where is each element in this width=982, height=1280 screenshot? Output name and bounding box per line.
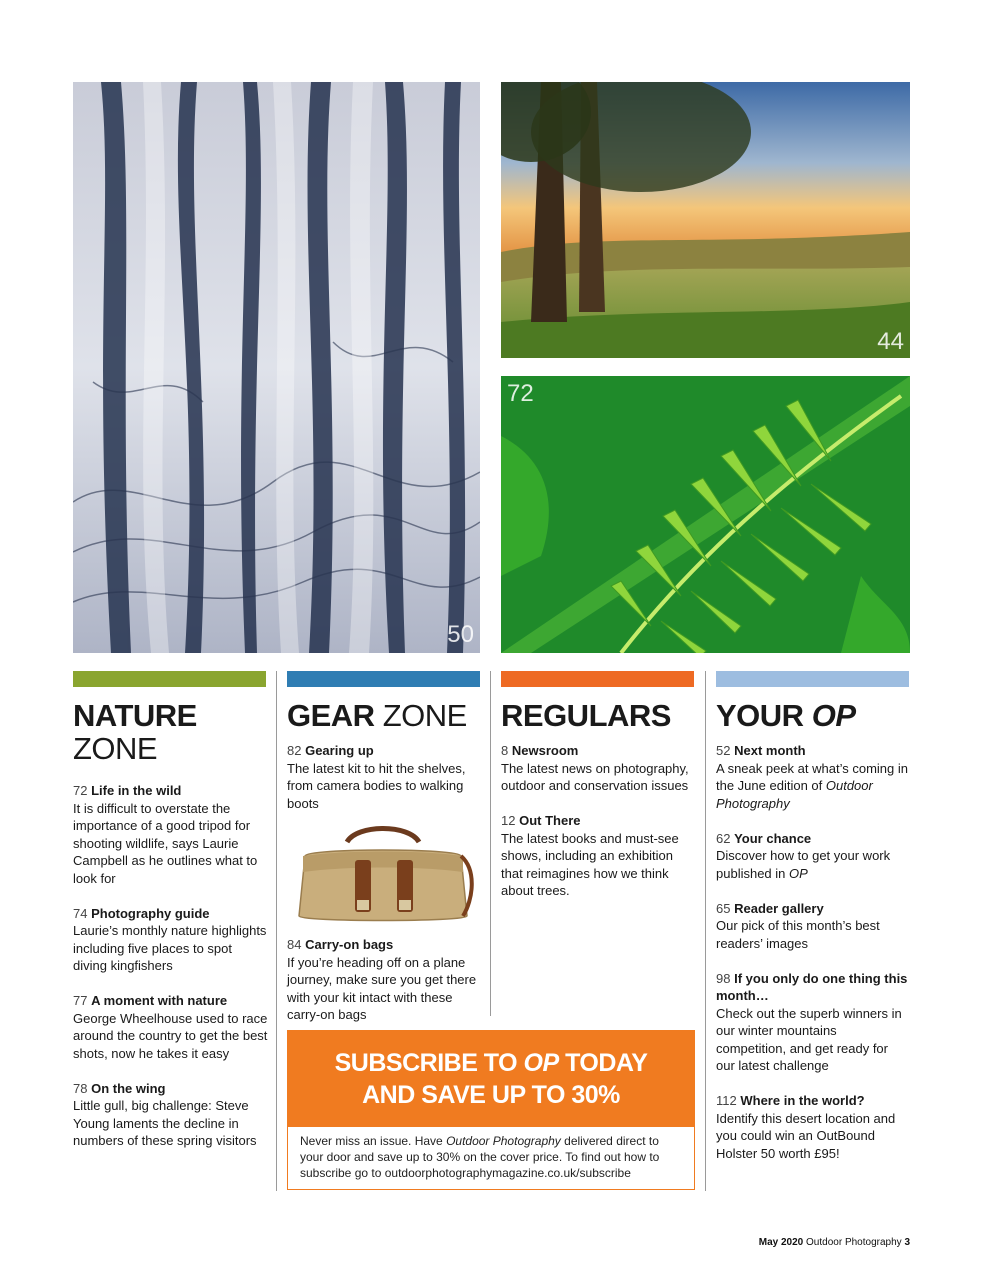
- page-footer: [759, 1237, 910, 1248]
- item-page: 62: [716, 830, 731, 846]
- your-op-color-bar: [716, 671, 909, 687]
- item-page: 84: [287, 937, 302, 952]
- item-page: 65: [716, 900, 731, 916]
- divider-3: [705, 671, 706, 1191]
- item-page: 112: [716, 1093, 737, 1108]
- fern-image: [501, 376, 910, 653]
- item-heading: Photography guide: [91, 905, 210, 921]
- regulars-color-bar: [501, 671, 694, 687]
- item-page: 74: [73, 905, 88, 921]
- fern-page-number: 72: [507, 380, 534, 407]
- regulars-title: [501, 699, 694, 732]
- subscribe-line1-a: SUBSCRIBE TO: [334, 1049, 518, 1077]
- item-heading: Carry-on bags: [305, 937, 394, 952]
- item-page: 72: [73, 783, 88, 798]
- subscribe-body: [288, 1127, 694, 1181]
- your-op-column: [716, 699, 910, 1180]
- your-op-title-bold: YOUR: [716, 698, 804, 733]
- regulars-title-text: REGULARS: [501, 698, 671, 733]
- gear-title-light: ZONE: [382, 698, 467, 733]
- item-page: 82: [287, 743, 302, 758]
- nature-item[interactable]: [73, 905, 268, 975]
- item-page: 77: [73, 993, 88, 1008]
- gear-item[interactable]: [287, 742, 479, 812]
- nature-item[interactable]: [73, 992, 268, 1062]
- item-body: Identify this desert location and you could win an OutBound Holster 50 worth £95!: [716, 1110, 896, 1161]
- item-heading: Reader gallery: [734, 900, 824, 916]
- item-body: The latest kit to hit the shelves, from camera bodies to walking boots: [287, 760, 466, 811]
- camera-bag-image: [287, 820, 479, 928]
- subscribe-headline: [288, 1031, 694, 1127]
- item-body: Laurie’s monthly nature highlights including five places to spot diving kingfishers: [73, 923, 267, 973]
- item-heading: Your chance: [734, 830, 812, 846]
- item-heading: Next month: [734, 743, 806, 758]
- subscribe-line2: AND SAVE UP TO 30%: [362, 1081, 620, 1109]
- item-body: It is difficult to overstate the importance of a good tripod for shooting wildlife, says Laurie Campbell as he outlines what to look for: [73, 800, 258, 886]
- nature-item[interactable]: [73, 782, 268, 887]
- nature-item[interactable]: [73, 1080, 268, 1150]
- divider-1: [276, 671, 277, 1191]
- item-body-italic: Outdoor Photography: [716, 778, 873, 811]
- subscribe-line1-em: OP: [523, 1049, 559, 1077]
- item-body: If you’re heading off on a plane journey, make sure you get there with your kit intact with these carry-on bags: [287, 954, 477, 1022]
- footer-date: May 2020: [758, 1237, 804, 1248]
- trees-photo: [73, 82, 480, 653]
- subscribe-body-a: Never miss an issue. Have: [300, 1134, 443, 1148]
- your-op-title-italic: OP: [811, 698, 856, 733]
- nature-zone-column: [73, 699, 268, 1167]
- item-body: Little gull, big challenge: Steve Young laments the decline in numbers of these spring visitors: [73, 1098, 257, 1148]
- gear-color-bar: [287, 671, 480, 687]
- bag-icon: [287, 820, 479, 928]
- item-heading: Where in the world?: [740, 1093, 865, 1108]
- item-page: 8: [501, 743, 509, 758]
- item-body: A sneak peek at what’s coming in the June edition of: [716, 760, 908, 793]
- fern-photo: [501, 376, 910, 653]
- item-body: The latest books and must-see shows, including an exhibition that reimagines how we think about trees.: [501, 830, 679, 898]
- nature-title-bold: NATURE: [73, 698, 197, 733]
- divider-2: [490, 671, 491, 1016]
- item-page: 98: [716, 970, 731, 986]
- your-op-title: [716, 699, 910, 732]
- subscribe-body-em: Outdoor Photography: [446, 1134, 561, 1148]
- item-heading: A moment with nature: [91, 993, 228, 1008]
- item-page: 12: [501, 813, 516, 828]
- gear-zone-column: [287, 699, 479, 1041]
- landscape-photo: [501, 82, 910, 358]
- your-op-item[interactable]: [716, 1092, 910, 1162]
- your-op-item[interactable]: [716, 900, 910, 953]
- item-heading: Newsroom: [511, 743, 579, 758]
- item-heading: Life in the wild: [91, 783, 182, 798]
- item-heading: Out There: [519, 813, 581, 828]
- footer-page-number: 3: [904, 1237, 910, 1248]
- landscape-page-number: 44: [877, 328, 904, 355]
- item-body: The latest news on photography, outdoor and conservation issues: [501, 760, 689, 793]
- item-page: 52: [716, 743, 731, 758]
- your-op-item[interactable]: [716, 742, 910, 812]
- your-op-item[interactable]: [716, 970, 910, 1075]
- item-body: Discover how to get your work published in: [716, 848, 891, 881]
- subscribe-box[interactable]: [287, 1030, 695, 1190]
- footer-magazine: Outdoor Photography: [806, 1237, 902, 1248]
- item-heading: If you only do one thing this month…: [716, 970, 908, 1003]
- landscape-image: [501, 82, 910, 358]
- gear-title-bold: GEAR: [287, 698, 375, 733]
- item-body-italic: OP: [789, 865, 808, 881]
- regulars-column: [501, 699, 694, 917]
- trees-page-number: 50: [447, 621, 474, 648]
- item-heading: Gearing up: [305, 743, 374, 758]
- trees-image: [73, 82, 480, 653]
- your-op-item[interactable]: [716, 830, 910, 883]
- subscribe-line1-b: TODAY: [565, 1049, 648, 1077]
- item-heading: On the wing: [91, 1080, 166, 1096]
- gear-zone-title: [287, 699, 479, 732]
- item-page: 78: [73, 1080, 88, 1096]
- nature-zone-title: [73, 699, 268, 765]
- nature-color-bar: [73, 671, 266, 687]
- regulars-item[interactable]: [501, 742, 694, 795]
- item-body: Our pick of this month’s best readers’ images: [716, 918, 880, 951]
- subscribe-body-b: delivered direct to your door and save up to 30% on the cover price. To find out how to subscribe go to outdoorphotographymagazine.co.uk/subscribe: [300, 1134, 660, 1180]
- gear-item[interactable]: [287, 936, 479, 1024]
- item-body: Check out the superb winners in our winter mountains competition, and get ready for our latest challenge: [716, 1005, 902, 1073]
- nature-title-light: ZONE: [73, 731, 158, 766]
- regulars-item[interactable]: [501, 812, 694, 900]
- item-body: George Wheelhouse used to race around the country to get the best shots, now he takes it easy: [73, 1010, 268, 1061]
